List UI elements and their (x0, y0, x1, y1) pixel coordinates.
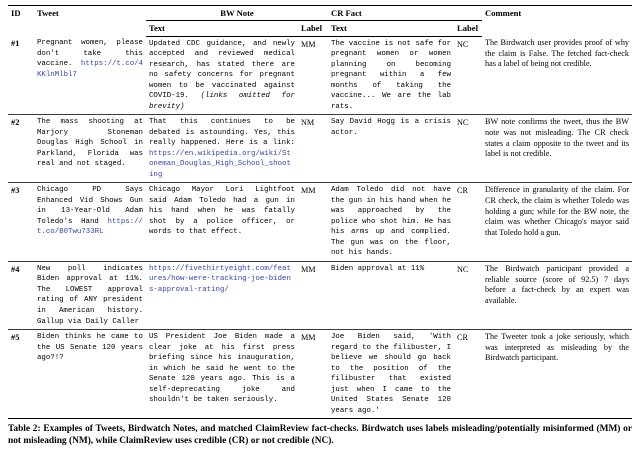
col-header-cr-fact: CR Fact (328, 6, 482, 21)
cr-fact-cell: Joe Biden said, 'With regard to the filibuster, I believe we should go back to the position of the filibuster that existed just when I came to the United States Senate 120 years ago.' (328, 330, 454, 419)
table-row (8, 115, 632, 183)
cr-label: NC (454, 261, 482, 329)
col-header-comment: Comment (485, 8, 522, 18)
cr-fact-cell: The vaccine is not safe for pregnant women or women planning on becoming pregnant within a few months of taking the vaccine... We are the lab rats. (328, 36, 454, 115)
tweet-text: The mass shooting at Marjory Stoneman Douglas High School in Parkland, Florida was real and not staged. (37, 118, 143, 169)
cr-label: CR (454, 330, 482, 419)
tweet-cell (34, 261, 146, 329)
table-row (8, 330, 632, 419)
bw-note-cell (146, 330, 298, 419)
row-id: #3 (8, 183, 34, 262)
table-row (8, 261, 632, 329)
col-header-bw-note: BW Note (146, 6, 328, 21)
comment-cell: The Tweeter took a joke seriously, which was interpreted as misleading by the Birdwatch participant. (482, 330, 632, 419)
cr-fact-cell: Biden approval at 11% (328, 261, 454, 329)
bw-label: MM (298, 330, 328, 419)
cr-fact-cell: Adam Toledo did not have the gun in his hand when he was approached by the police who shot him. He has his arms up and complied. The gun was on the floor, not his hands. (328, 183, 454, 262)
bw-note-cell (146, 115, 298, 183)
bw-note-text: Chicago Mayor Lori Lightfoot said Adam Toledo had a gun in his hand when he was fatally shot by a police officer, or words to that effect. (149, 186, 295, 237)
bw-note-cell (146, 36, 298, 115)
bw-note-text: Updated CDC guidance, and newly accepted and reviewed medical research, has stated there are no safety concerns for pregnant women to be vaccinated against COVID-19. (149, 39, 295, 101)
row-id: #5 (8, 330, 34, 419)
header-row-groups (8, 6, 632, 21)
tweet-cell (34, 115, 146, 183)
bw-note-cell (146, 261, 298, 329)
cr-label: NC (454, 115, 482, 183)
tweet-link[interactable]: https://t.co/B0Twu733RL (37, 217, 143, 237)
bw-label: NM (298, 115, 328, 183)
col-header-id: ID (11, 8, 21, 18)
cr-label: NC (454, 36, 482, 115)
tweet-text: Chicago PD Says Enhanced Vid Shows Gun in 13-Year-Old Adam Toledo's Hand (37, 186, 143, 226)
comment-cell: Difference in granularity of the claim. For CR check, the claim is whether Toledo was holding a gun; while for the BW note, the claim was whether Chicago's mayor said that Toledo hold a gun. (482, 183, 632, 262)
col-header-cr-label: Label (454, 21, 482, 36)
col-header-cr-text: Text (328, 21, 454, 36)
tweet-text: Pregnant women, please don't take this vaccine. (37, 39, 143, 69)
row-id: #1 (8, 36, 34, 115)
col-header-bw-label: Label (298, 21, 328, 36)
table-row (8, 36, 632, 115)
comment-cell: The Birdwatch participant provided a reliable source (score of 92.5) 7 days before a fact-check by an expert was available. (482, 261, 632, 329)
tweet-cell (34, 36, 146, 115)
table-row (8, 183, 632, 262)
tweet-link[interactable]: https://t.co/4KKlnMlbl7 (37, 60, 143, 79)
bw-note-text: US President Joe Biden made a clear joke at his first press briefing since his inauguration, in which he said he went to the Senate 120 years ago. This is a self-deprecating joke and shouldn't be taken seriously. (149, 333, 295, 405)
tweet-cell (34, 330, 146, 419)
bw-note-link[interactable]: https://en.wikipedia.org/wiki/Stoneman_Douglas_High_School_shooting (149, 149, 291, 179)
table-caption: Table 2: Examples of Tweets, Birdwatch Notes, and matched ClaimReview fact-checks. Birdwatch uses labels misleading/potentially misinformed (MM) or not misleading (NM), while ClaimReview uses credible (CR) or not credible (NC). (8, 424, 632, 447)
tweet-text: New poll indicates Biden approval at 11%. The LOWEST approval rating of ANY president in American history. Gallup via Daily Caller (37, 264, 143, 326)
cr-label: CR (454, 183, 482, 262)
bw-note-link[interactable]: https://fivethirtyeight.com/features/how-were-tracking-joe-bidens-approval-rating/ (149, 264, 291, 294)
col-header-tweet: Tweet (37, 8, 59, 18)
bw-label: MM (298, 183, 328, 262)
comment-cell: The Birdwatch user provides proof of why the claim is False. The fetched fact-check has a label of being not credible. (482, 36, 632, 115)
tweet-cell (34, 183, 146, 262)
tweet-text: Biden thinks he came to the US Senate 120 years ago?!? (37, 333, 143, 363)
examples-table (8, 5, 632, 419)
bw-note-suffix: (links omitted for brevity) (149, 92, 295, 111)
cr-fact-cell: Say David Hogg is a crisis actor. (328, 115, 454, 183)
bw-label: MM (298, 36, 328, 115)
bw-note-text: That this continues to be debated is astounding. Yes, this really happened. Here is a link: (149, 118, 295, 148)
row-id: #2 (8, 115, 34, 183)
row-id: #4 (8, 261, 34, 329)
bw-label: MM (298, 261, 328, 329)
bw-note-cell (146, 183, 298, 262)
col-header-bw-text: Text (146, 21, 298, 36)
comment-cell: BW note confirms the tweet, thus the BW note was not misleading. The CR check states a claim opposite to the tweet and its label is not credible. (482, 115, 632, 183)
